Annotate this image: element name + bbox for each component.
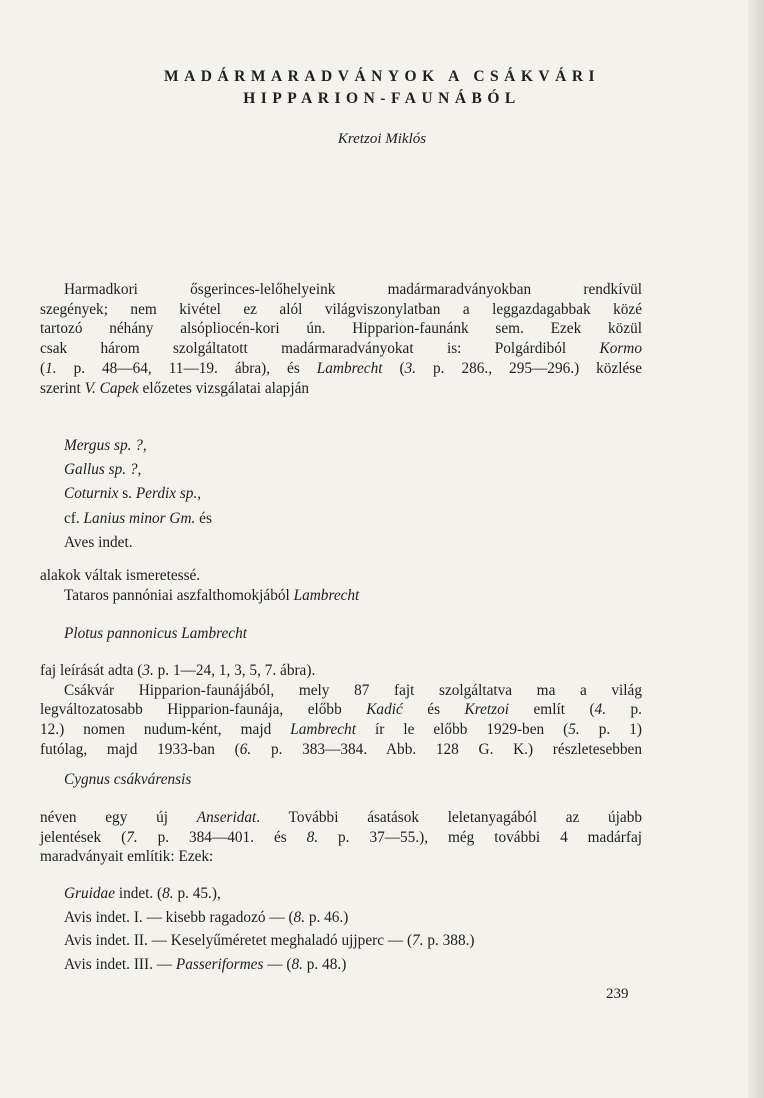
text-line: [40, 828, 642, 848]
author-name: Lambrecht: [290, 721, 356, 739]
list-item: [64, 929, 475, 953]
text-segment: futólag, majd 1933-ban (: [40, 740, 240, 758]
text-segment: és: [402, 701, 465, 719]
taxon-name: Coturnix: [64, 485, 119, 503]
text-line: tartozó néhány alsópliocén-kori ún. Hipparion-faunánk sem. Ezek közül: [40, 320, 642, 338]
list-item: [64, 507, 212, 531]
author-name: Kadić: [366, 701, 403, 719]
species-plotus: Plotus pannonicus Lambrecht: [64, 625, 247, 642]
taxon-name: Gruidae: [64, 885, 115, 902]
text-segment: p. 46.): [305, 908, 349, 926]
text-segment: . További ásatások leletanyagából az újabb: [256, 809, 643, 826]
text-line: [40, 586, 359, 606]
list-item: Aves indet.: [64, 533, 133, 551]
text-line: szegények; nem kivétel ez alól világviszonylatban a leggazdagabbak közé: [40, 300, 642, 318]
text-segment: p. 384—401. és: [137, 828, 307, 846]
species-cygnus: Cygnus csákvárensis: [64, 771, 192, 788]
list-item: [64, 906, 475, 930]
text-segment: p. 388.): [423, 932, 475, 949]
text-line: [40, 720, 642, 740]
text-segment: s.: [118, 485, 136, 503]
reference-number: 5.: [568, 721, 580, 739]
list-item: [64, 882, 475, 906]
text-line: [40, 808, 642, 828]
author: Kretzoi Miklós: [337, 131, 427, 147]
text-line: Csákvár Hipparion-faunájából, mely 87 fajt szolgáltatva ma a világ: [64, 681, 642, 699]
taxon-name: Passeriformes: [175, 955, 264, 973]
list-item: [64, 953, 475, 977]
taxon-name: Lanius minor Gm.: [83, 509, 196, 527]
author-name: Kretzoi: [464, 701, 510, 719]
text-line: [40, 661, 642, 681]
text-segment: p. 37—55.), még további 4 madárfaj: [318, 828, 643, 846]
taxon-name: Perdix sp.: [135, 485, 198, 503]
taxon-name: Anseridat: [196, 809, 257, 826]
text-line: [40, 339, 642, 359]
text-segment: p.: [606, 701, 643, 719]
reference-number: 4.: [594, 701, 607, 719]
text-segment: faj leírását adta (: [40, 662, 143, 679]
reference-number: 7.: [412, 932, 424, 949]
text-segment: említ (: [509, 701, 595, 719]
text-segment: p. 48.): [302, 955, 347, 973]
text-segment: — (: [263, 955, 292, 973]
text-segment: 12.) nomen nudum-ként, majd: [40, 721, 291, 739]
reference-number: 8.: [162, 885, 174, 902]
text-segment: legváltozatosabb Hipparion-faunája, előbb: [40, 701, 367, 719]
list-item: [64, 482, 212, 506]
article-title-line1: MADÁRMARADVÁNYOK A CSÁKVÁRI: [163, 68, 601, 85]
text-segment: p. 45.),: [173, 885, 221, 902]
text-segment: Avis indet. III. —: [64, 955, 176, 973]
text-line: [40, 359, 642, 379]
text-segment: néven egy új: [40, 809, 197, 826]
text-segment: előzetes vizsgálatai alapján: [138, 379, 310, 397]
author-name: Lambrecht: [293, 587, 360, 604]
author-name: V. Capek: [84, 379, 139, 397]
text-segment: p. 1): [579, 721, 642, 739]
paragraph-further-finds: [40, 808, 642, 867]
text-segment: p. 286., 295—296.) közlése: [416, 359, 643, 377]
reference-number: 1.: [45, 359, 57, 377]
text-segment: csak három szolgáltatott madármaradványokat is: Polgárdiból: [40, 340, 567, 358]
text-line: [40, 700, 642, 720]
reference-number: 8.: [306, 828, 319, 846]
page-number: 239: [606, 986, 629, 1002]
text-segment: szerint: [40, 379, 85, 397]
text-line: alakok váltak ismeretessé.: [40, 567, 201, 584]
text-segment: Avis indet. I. — kisebb ragadozó — (: [64, 908, 294, 926]
text-segment: és: [195, 509, 212, 527]
species-list-polgardi: [64, 434, 212, 555]
text-segment: cf.: [64, 509, 84, 527]
text-segment: Avis indet. II. — Keselyűméretet meghaladó ujjperc — (: [64, 932, 413, 949]
text-line: maradványait említik: Ezek:: [40, 848, 214, 866]
text-segment: p. 383—384. Abb. 128 G. K.) részletesebben: [251, 740, 642, 758]
text-segment: p. 1—24, 1, 3, 5, 7. ábra).: [153, 662, 316, 679]
text-line: [40, 379, 642, 399]
reference-number: 8.: [291, 955, 303, 973]
text-line: Harmadkori ősgerinces-lelőhelyeink madármaradványokban rendkívül: [64, 281, 642, 298]
text-segment: (: [382, 359, 405, 377]
text-segment: jelentések (: [40, 828, 127, 846]
reference-number: 8.: [293, 908, 306, 926]
article-title-line2: HIPPARION-FAUNÁBÓL: [243, 90, 521, 107]
list-item: Mergus sp. ?,: [64, 437, 147, 454]
text-segment: indet. (: [115, 885, 163, 902]
text-segment: ír le előbb 1929-ben (: [355, 721, 569, 739]
species-list-csakvar: [64, 882, 475, 976]
reference-number: 3.: [142, 662, 154, 679]
paragraph-csakvar: [40, 661, 642, 760]
paragraph-intro: [40, 280, 642, 398]
paragraph-tataros: [40, 566, 359, 606]
text-segment: ,: [197, 485, 202, 503]
reference-number: 6.: [239, 740, 252, 758]
text-line: [40, 740, 642, 760]
text-segment: (: [40, 359, 46, 377]
text-segment: Tataros pannóniai aszfalthomokjából: [64, 587, 294, 604]
reference-number: 7.: [126, 828, 138, 846]
text-segment: p. 48—64, 11—19. ábra), és: [56, 359, 317, 377]
reference-number: 3.: [404, 359, 417, 377]
list-item: Gallus sp. ?,: [64, 461, 142, 479]
author-name: Lambrecht: [316, 359, 383, 377]
author-name: Kormo: [599, 340, 642, 358]
page-edge: [748, 0, 764, 1098]
